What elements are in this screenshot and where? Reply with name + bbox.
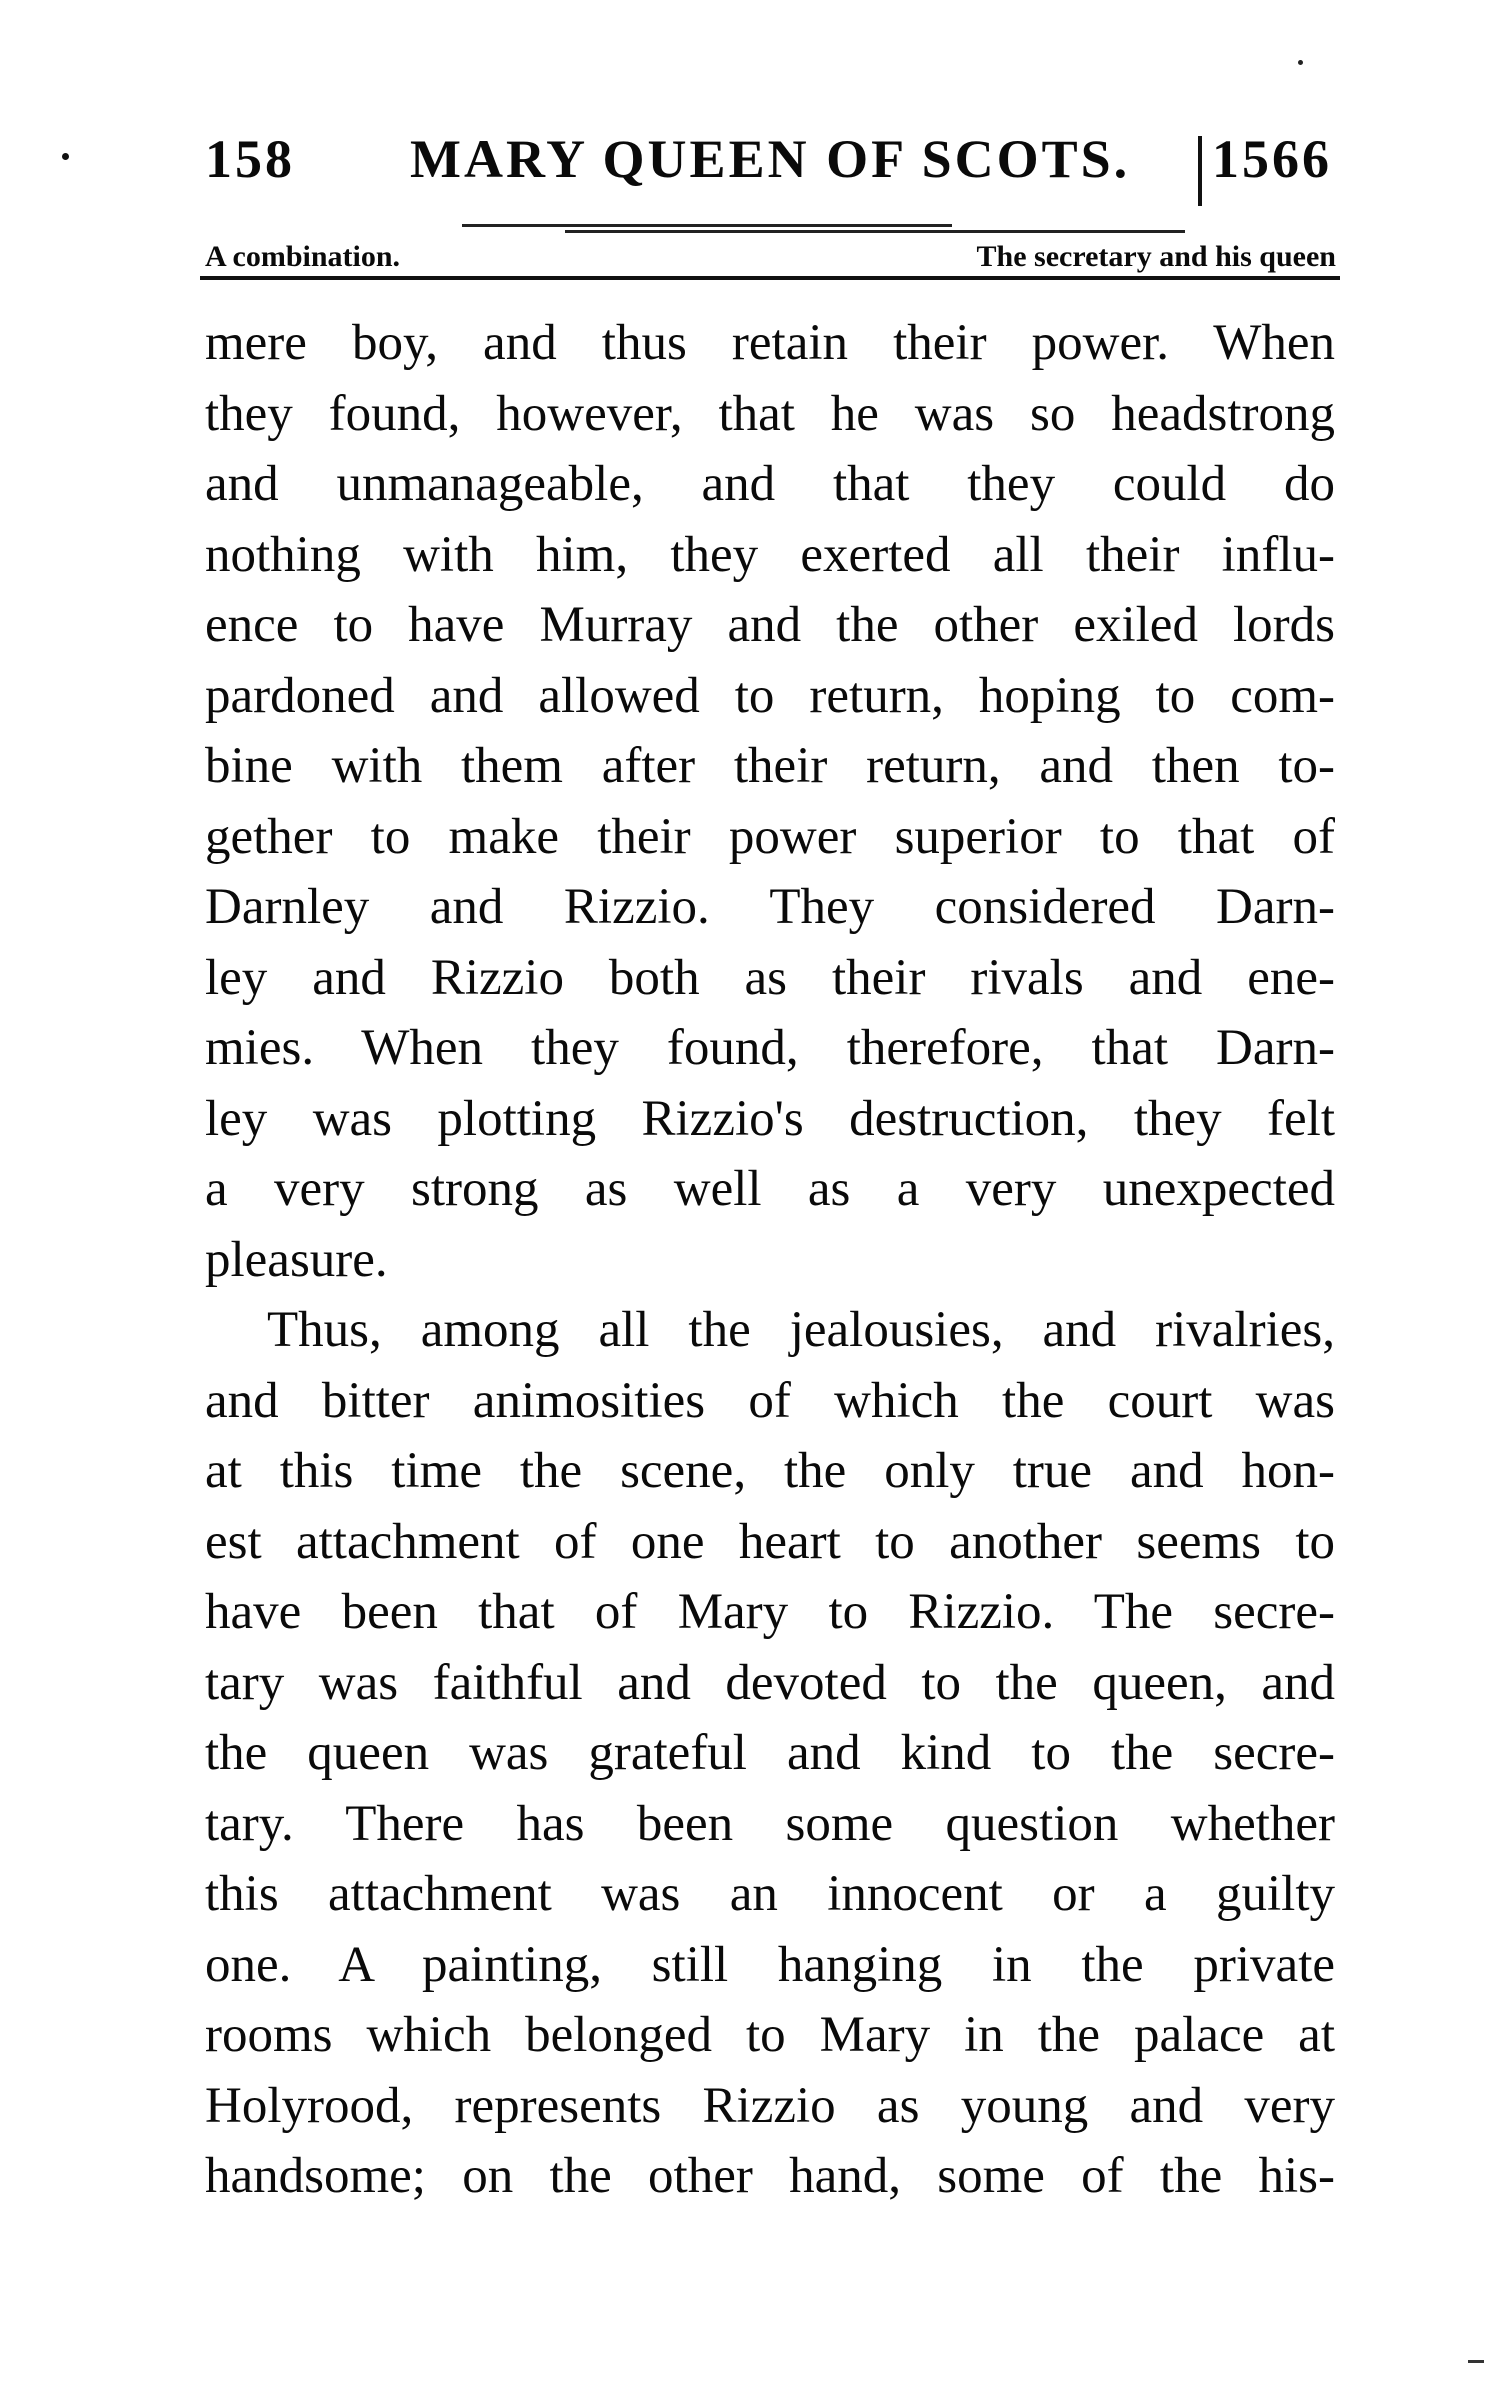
text-line: gether to make their power superior to that of [205, 808, 1335, 865]
ink-speck-right [1298, 60, 1303, 65]
text-line: one. A painting, still hanging in the private [205, 1936, 1335, 1993]
header-divider [200, 276, 1340, 280]
paragraph-2 [205, 1295, 1335, 2212]
text-line: they found, however, that he was so headstrong [205, 385, 1335, 442]
ink-speck-left [62, 153, 69, 160]
text-line: tary was faithful and devoted to the queen, and [205, 1654, 1335, 1711]
page-number: 158 [205, 129, 295, 189]
text-line: nothing with him, they exerted all their influ- [205, 526, 1335, 583]
header-rule-lower [565, 230, 1185, 233]
paragraph-1 [205, 308, 1335, 1295]
text-line: Holyrood, represents Rizzio as young and very [205, 2077, 1335, 2134]
header-year: 1566 [1212, 129, 1332, 189]
text-line: bine with them after their return, and then to- [205, 738, 1335, 794]
text-line: pardoned and allowed to return, hoping to com- [205, 667, 1335, 724]
margin-mark [1468, 2360, 1484, 2363]
text-line: this attachment was an innocent or a guilty [205, 1866, 1335, 1922]
text-line: and bitter animosities of which the court was [205, 1372, 1335, 1429]
text-line: the queen was grateful and kind to the secre- [205, 1725, 1335, 1781]
text-line: ence to have Murray and the other exiled lords [205, 597, 1335, 653]
marginal-subhead-right: The secretary and his queen [976, 240, 1336, 273]
text-line: tary. There has been some question whether [205, 1795, 1335, 1852]
body-text [205, 308, 1335, 2212]
text-line: Thus, among all the jealousies, and rivalries, [267, 1302, 1335, 1358]
text-line: at this time the scene, the only true and hon- [205, 1443, 1335, 1499]
text-line: pleasure. [205, 1231, 388, 1288]
text-line: Darnley and Rizzio. They considered Darn- [205, 879, 1335, 935]
header-rule-upper [462, 224, 952, 227]
text-line: est attachment of one heart to another seems to [205, 1513, 1335, 1570]
text-line: a very strong as well as a very unexpected [205, 1161, 1335, 1217]
text-line: and unmanageable, and that they could do [205, 456, 1335, 512]
text-line: mere boy, and thus retain their power. When [205, 315, 1335, 371]
text-line: ley and Rizzio both as their rivals and ene- [205, 949, 1335, 1006]
text-line: ley was plotting Rizzio's destruction, they felt [205, 1090, 1335, 1147]
text-line: rooms which belonged to Mary in the palace at [205, 2007, 1335, 2063]
running-title: MARY QUEEN OF SCOTS. [410, 129, 1131, 189]
marginal-subhead-left: A combination. [205, 240, 401, 273]
text-line: handsome; on the other hand, some of the his- [205, 2148, 1335, 2204]
text-line: have been that of Mary to Rizzio. The secre- [205, 1584, 1335, 1640]
running-header [200, 122, 1340, 202]
text-line: mies. When they found, therefore, that Darn- [205, 1020, 1335, 1076]
